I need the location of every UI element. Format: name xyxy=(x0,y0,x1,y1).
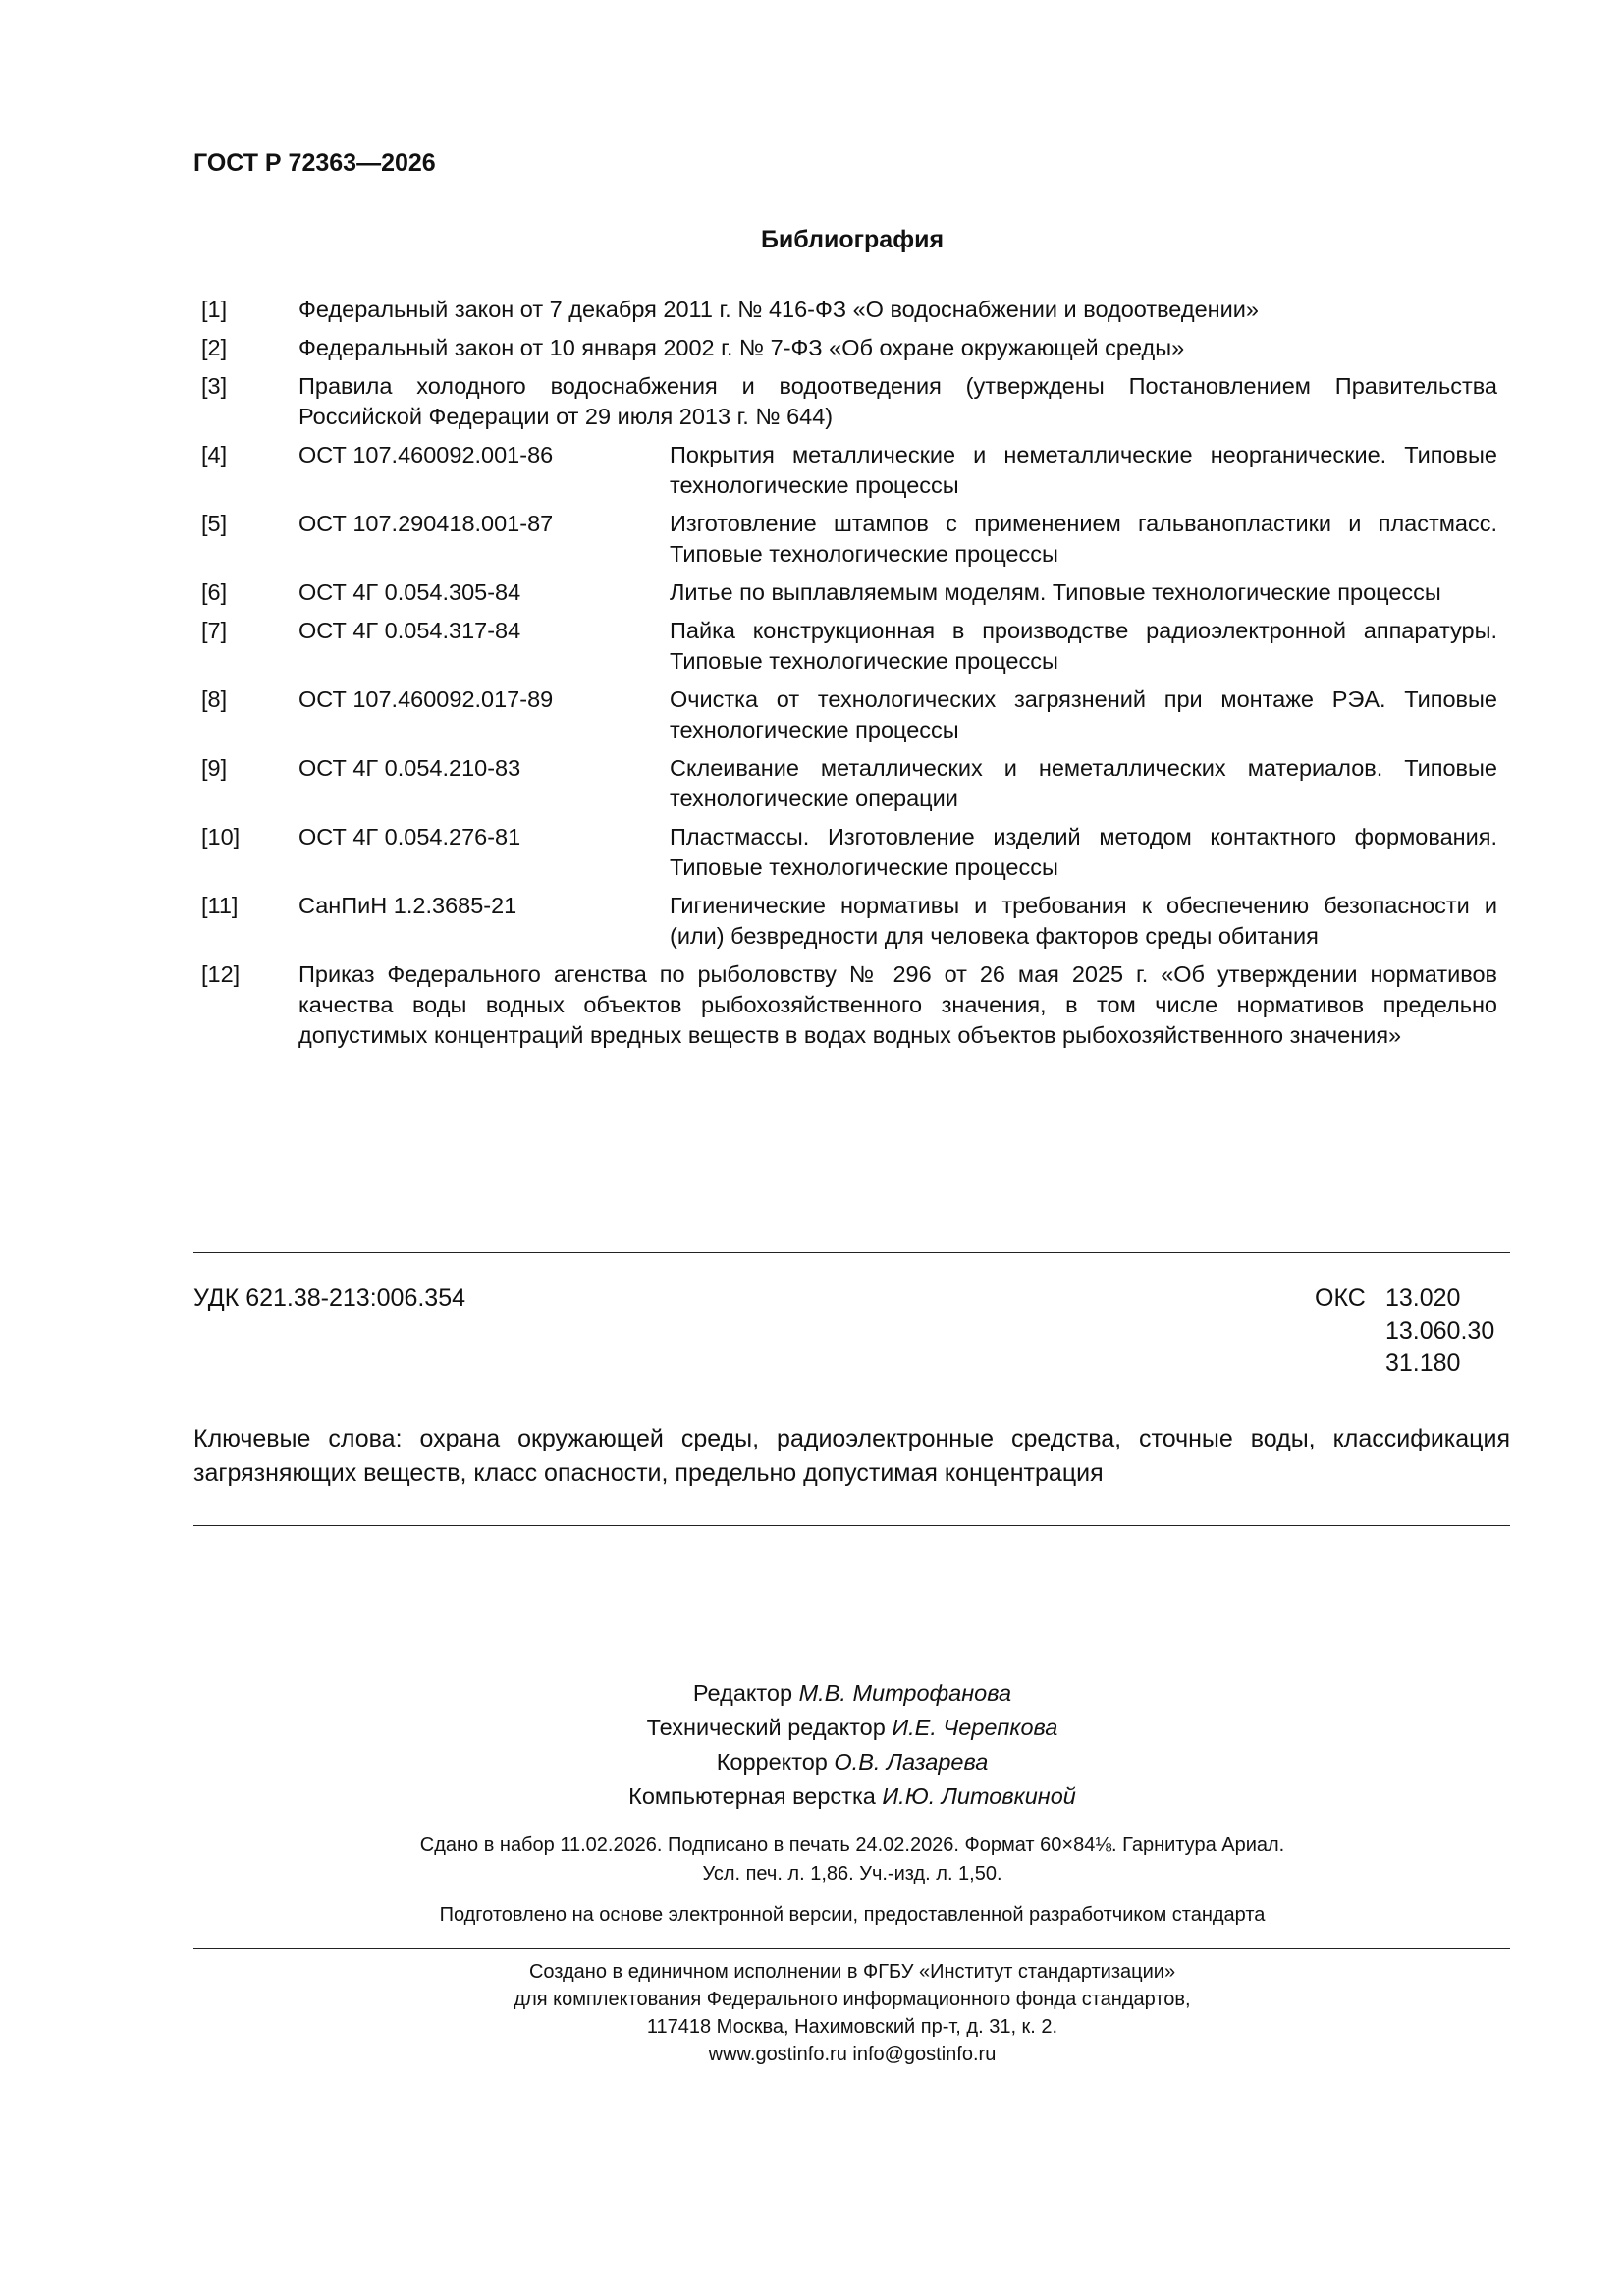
bibliography-title: Библиография xyxy=(760,226,945,253)
prepared-note: Подготовлено на основе электронной версии, предоставленной разработчиком стандарта xyxy=(439,1904,1266,1926)
bibliography-entry xyxy=(201,577,1497,608)
entry-text: Приказ Федерального агенства по рыболовству № 296 от 26 мая 2025 г. «Об утверждении нормативов качества воды водных объектов рыбохозяйственного значения, в том числе нормативов предельно допустимых концентраций вредных веществ в водах водных объектов рыбохозяйственного значения» xyxy=(298,961,1497,1048)
entry-code: ОСТ 4Г 0.054.276-81 xyxy=(298,824,521,849)
credit-name: О.В. Лазарева xyxy=(834,1749,989,1775)
keywords: Ключевые слова: охрана окружающей среды, радиоэлектронные средства, сточные воды, классификация загрязняющих веществ, класс опасности, предельно допустимая концентрация xyxy=(193,1425,1510,1487)
udk-code: УДК 621.38-213:006.354 xyxy=(193,1285,466,1312)
oks-code: 13.060.30 xyxy=(1385,1317,1495,1344)
bibliography-entry xyxy=(201,684,1497,745)
credit-role: Технический редактор xyxy=(646,1715,886,1740)
created-line: Создано в единичном исполнении в ФГБУ «Институт стандартизации» xyxy=(528,1961,1176,1983)
bibliography-entry xyxy=(201,371,1497,432)
credit-line xyxy=(0,1711,1623,1745)
entry-code: СанПиН 1.2.3685-21 xyxy=(298,893,517,918)
divider-bottom xyxy=(193,1948,1510,1949)
entry-number: [9] xyxy=(201,755,228,781)
bibliography-entry xyxy=(201,616,1497,677)
oks-code: 13.020 xyxy=(1385,1285,1461,1312)
credit-role: Редактор xyxy=(692,1680,793,1706)
entry-code: ОСТ 4Г 0.054.210-83 xyxy=(298,755,521,781)
imprint-line: Сдано в набор 11.02.2026. Подписано в печать 24.02.2026. Формат 60×84⅛. Гарнитура Ариал. xyxy=(419,1834,1285,1856)
credit-line xyxy=(0,1745,1623,1779)
credit-line xyxy=(0,1779,1623,1814)
entry-code: ОСТ 4Г 0.054.305-84 xyxy=(298,579,521,605)
entry-text: Пайка конструкционная в производстве радиоэлектронной аппаратуры. Типовые технологические процессы xyxy=(670,618,1497,674)
entry-text: Очистка от технологических загрязнений при монтаже РЭА. Типовые технологические процессы xyxy=(670,686,1497,742)
entry-number: [10] xyxy=(201,824,241,849)
entry-text: Гигиенические нормативы и требования к обеспечению безопасности и (или) безвредности для человека факторов среды обитания xyxy=(670,893,1497,949)
document-id: ГОСТ Р 72363—2026 xyxy=(193,149,436,177)
oks-codes xyxy=(1315,1283,1494,1380)
created-line: для комплектования Федерального информационного фонда стандартов, xyxy=(514,1989,1191,2010)
entry-number: [1] xyxy=(201,297,228,322)
entry-text: Пластмассы. Изготовление изделий методом контактного формования. Типовые технологические процессы xyxy=(670,824,1497,880)
credit-role: Корректор xyxy=(716,1749,828,1775)
entry-code: ОСТ 107.290418.001-87 xyxy=(298,511,554,536)
bibliography-entry xyxy=(201,891,1497,952)
created-line: www.gostinfo.ru info@gostinfo.ru xyxy=(708,2044,997,2065)
bibliography-entry xyxy=(201,753,1497,814)
credit-name: И.Ю. Литовкиной xyxy=(882,1783,1076,1809)
bibliography-entry xyxy=(201,333,1497,363)
entry-number: [4] xyxy=(201,442,228,467)
divider-top xyxy=(193,1252,1510,1253)
credit-line xyxy=(0,1676,1623,1711)
bibliography-list xyxy=(201,295,1497,1059)
entry-text: Правила холодного водоснабжения и водоотведения (утверждены Постановлением Правительства Российской Федерации от 29 июля 2013 г. № 644) xyxy=(298,373,1497,429)
entry-text: Склеивание металлических и неметаллических материалов. Типовые технологические операции xyxy=(670,755,1497,811)
entry-number: [7] xyxy=(201,618,228,643)
entry-number: [11] xyxy=(201,893,239,918)
imprint-line: Усл. печ. л. 1,86. Уч.-изд. л. 1,50. xyxy=(702,1863,1002,1885)
entry-number: [8] xyxy=(201,686,228,712)
credit-name: М.В. Митрофанова xyxy=(798,1680,1012,1706)
created-line: 117418 Москва, Нахимовский пр-т, д. 31, к. 2. xyxy=(646,2016,1058,2038)
credit-role: Компьютерная верстка xyxy=(628,1783,876,1809)
credits-block xyxy=(0,1676,1623,1814)
entry-number: [2] xyxy=(201,335,228,360)
entry-code: ОСТ 4Г 0.054.317-84 xyxy=(298,618,521,643)
entry-code: ОСТ 107.460092.001-86 xyxy=(298,442,554,467)
entry-number: [3] xyxy=(201,373,228,399)
credit-name: И.Е. Черепкова xyxy=(892,1715,1058,1740)
entry-text: Федеральный закон от 10 января 2002 г. № 7-ФЗ «Об охране окружающей среды» xyxy=(298,335,1185,360)
oks-code: 31.180 xyxy=(1385,1349,1461,1377)
bibliography-entry xyxy=(201,509,1497,570)
entry-code: ОСТ 107.460092.017-89 xyxy=(298,686,554,712)
imprint-block xyxy=(0,1831,1623,1888)
entry-text: Федеральный закон от 7 декабря 2011 г. № 416-ФЗ «О водоснабжении и водоотведении» xyxy=(298,297,1259,322)
entry-text: Литье по выплавляемым моделям. Типовые технологические процессы xyxy=(670,579,1441,605)
oks-label: ОКС xyxy=(1315,1285,1366,1312)
divider-keywords xyxy=(193,1525,1510,1526)
bibliography-entry xyxy=(201,295,1497,325)
entry-text: Покрытия металлические и неметаллические неорганические. Типовые технологические процессы xyxy=(670,442,1497,498)
entry-number: [6] xyxy=(201,579,228,605)
created-block xyxy=(0,1958,1623,2068)
entry-text: Изготовление штампов с применением гальванопластики и пластмасс. Типовые технологические процессы xyxy=(670,511,1497,567)
bibliography-entry xyxy=(201,822,1497,883)
entry-number: [5] xyxy=(201,511,228,536)
bibliography-entry xyxy=(201,440,1497,501)
entry-number: [12] xyxy=(201,961,241,987)
bibliography-entry xyxy=(201,959,1497,1051)
